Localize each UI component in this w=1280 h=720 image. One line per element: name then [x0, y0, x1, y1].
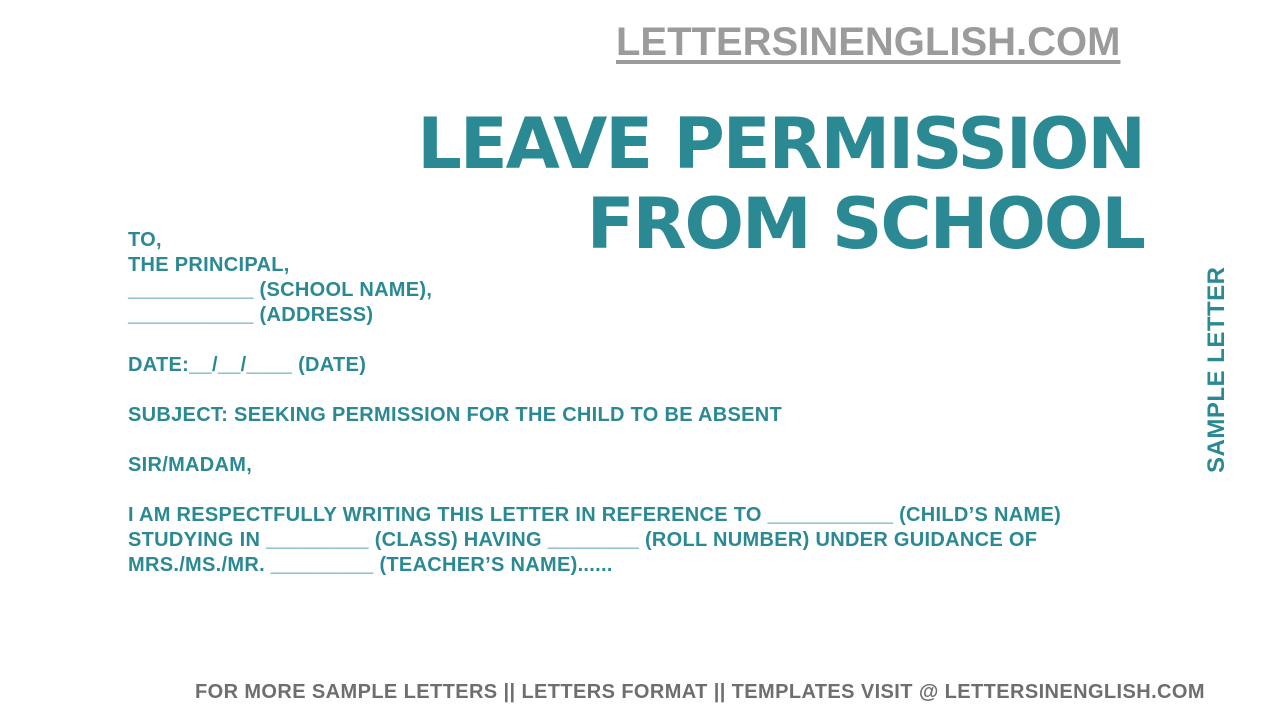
- letter-subject: SUBJECT: SEEKING PERMISSION FOR THE CHILD TO BE ABSENT: [128, 404, 783, 426]
- page-title-line-1: LEAVE PERMISSION: [417, 103, 1144, 185]
- site-name-link[interactable]: LETTERSINENGLISH.COM: [616, 20, 1121, 64]
- letter-body-line-2: STUDYING IN _________ (CLASS) HAVING ________ (ROLL NUMBER) UNDER GUIDANCE OF: [128, 529, 1038, 551]
- sample-letter-label: SAMPLE LETTER: [1203, 266, 1230, 473]
- letter-salutation: SIR/MADAM,: [128, 454, 253, 476]
- letter-school-name: ___________ (SCHOOL NAME),: [128, 279, 433, 301]
- letter-recipient: THE PRINCIPAL,: [128, 254, 290, 276]
- page-title-line-2: FROM SCHOOL: [586, 183, 1144, 265]
- letter-body: [128, 228, 1148, 578]
- footer-banner: FOR MORE SAMPLE LETTERS || LETTERS FORMAT || TEMPLATES VISIT @ LETTERSINENGLISH.COM: [195, 681, 1205, 703]
- letter-date: DATE:__/__/____ (DATE): [128, 354, 367, 376]
- letter-address: ___________ (ADDRESS): [128, 304, 374, 326]
- spacer: [128, 378, 1148, 403]
- letter-to: TO,: [128, 229, 162, 251]
- spacer: [128, 478, 1148, 503]
- letter-body-line-3: MRS./MS./MR. _________ (TEACHER’S NAME)......: [128, 554, 613, 576]
- spacer: [128, 428, 1148, 453]
- letter-body-line-1: I AM RESPECTFULLY WRITING THIS LETTER IN REFERENCE TO ___________ (CHILD’S NAME): [128, 504, 1062, 526]
- spacer: [128, 328, 1148, 353]
